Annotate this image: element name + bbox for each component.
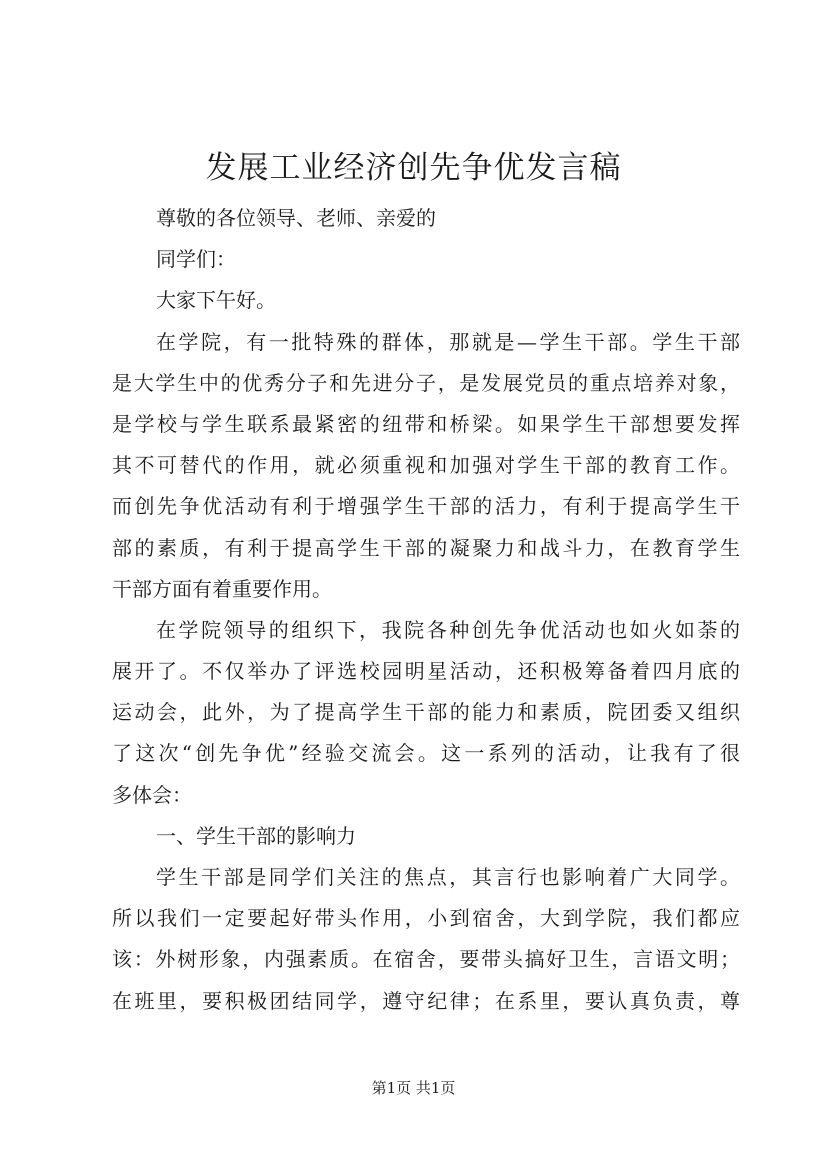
text-line: 展开了。不仅举办了评选校园明星活动，还积极筹备着四月底的	[112, 659, 740, 684]
text-line: 学生干部是同学们关注的焦点，其言行也影响着广大同学。	[156, 865, 740, 889]
text-line: 大家下午好。	[156, 288, 276, 313]
page-footer: 第1页 共1页	[371, 1079, 456, 1097]
text-line: 运动会，此外，为了提高学生干部的能力和素质，院团委又组织	[112, 700, 740, 725]
text-line: 了这次“创先争优”经验交流会。这一系列的活动，让我有了很	[112, 741, 740, 766]
text-line: 多体会：	[112, 782, 192, 807]
document-title: 发展工业经济创先争优发言稿	[205, 150, 622, 186]
text-line: 在学院领导的组织下，我院各种创先争优活动也如火如荼的	[156, 617, 740, 642]
text-line: 部的素质，有利于提高学生干部的凝聚力和战斗力，在教育学生	[112, 535, 740, 560]
text-line: 其不可替代的作用，就必须重视和加强对学生干部的教育工作。	[112, 453, 740, 478]
text-line: 尊敬的各位领导、老师、亲爱的	[156, 206, 436, 230]
text-line: 该：外树形象，内强素质。在宿舍，要带头搞好卫生，言语文明；	[112, 947, 740, 972]
text-line: 在学院，有一批特殊的群体，那就是—学生干部。学生干部	[156, 329, 740, 354]
section-heading: 一、学生干部的影响力	[156, 823, 356, 848]
text-line: 在班里，要积极团结同学，遵守纪律；在系里，要认真负责，尊	[112, 988, 740, 1013]
document-body	[112, 198, 740, 1022]
text-line: 而创先争优活动有利于增强学生干部的活力，有利于提高学生干	[112, 494, 740, 519]
text-line: 所以我们一定要起好带头作用，小到宿舍，大到学院，我们都应	[112, 906, 740, 931]
text-line: 是大学生中的优秀分子和先进分子，是发展党员的重点培养对象，	[112, 370, 740, 395]
text-line: 干部方面有着重要作用。	[112, 576, 332, 601]
text-line: 是学校与学生联系最紧密的纽带和桥梁。如果学生干部想要发挥	[112, 411, 740, 436]
text-line: 同学们：	[156, 247, 236, 272]
